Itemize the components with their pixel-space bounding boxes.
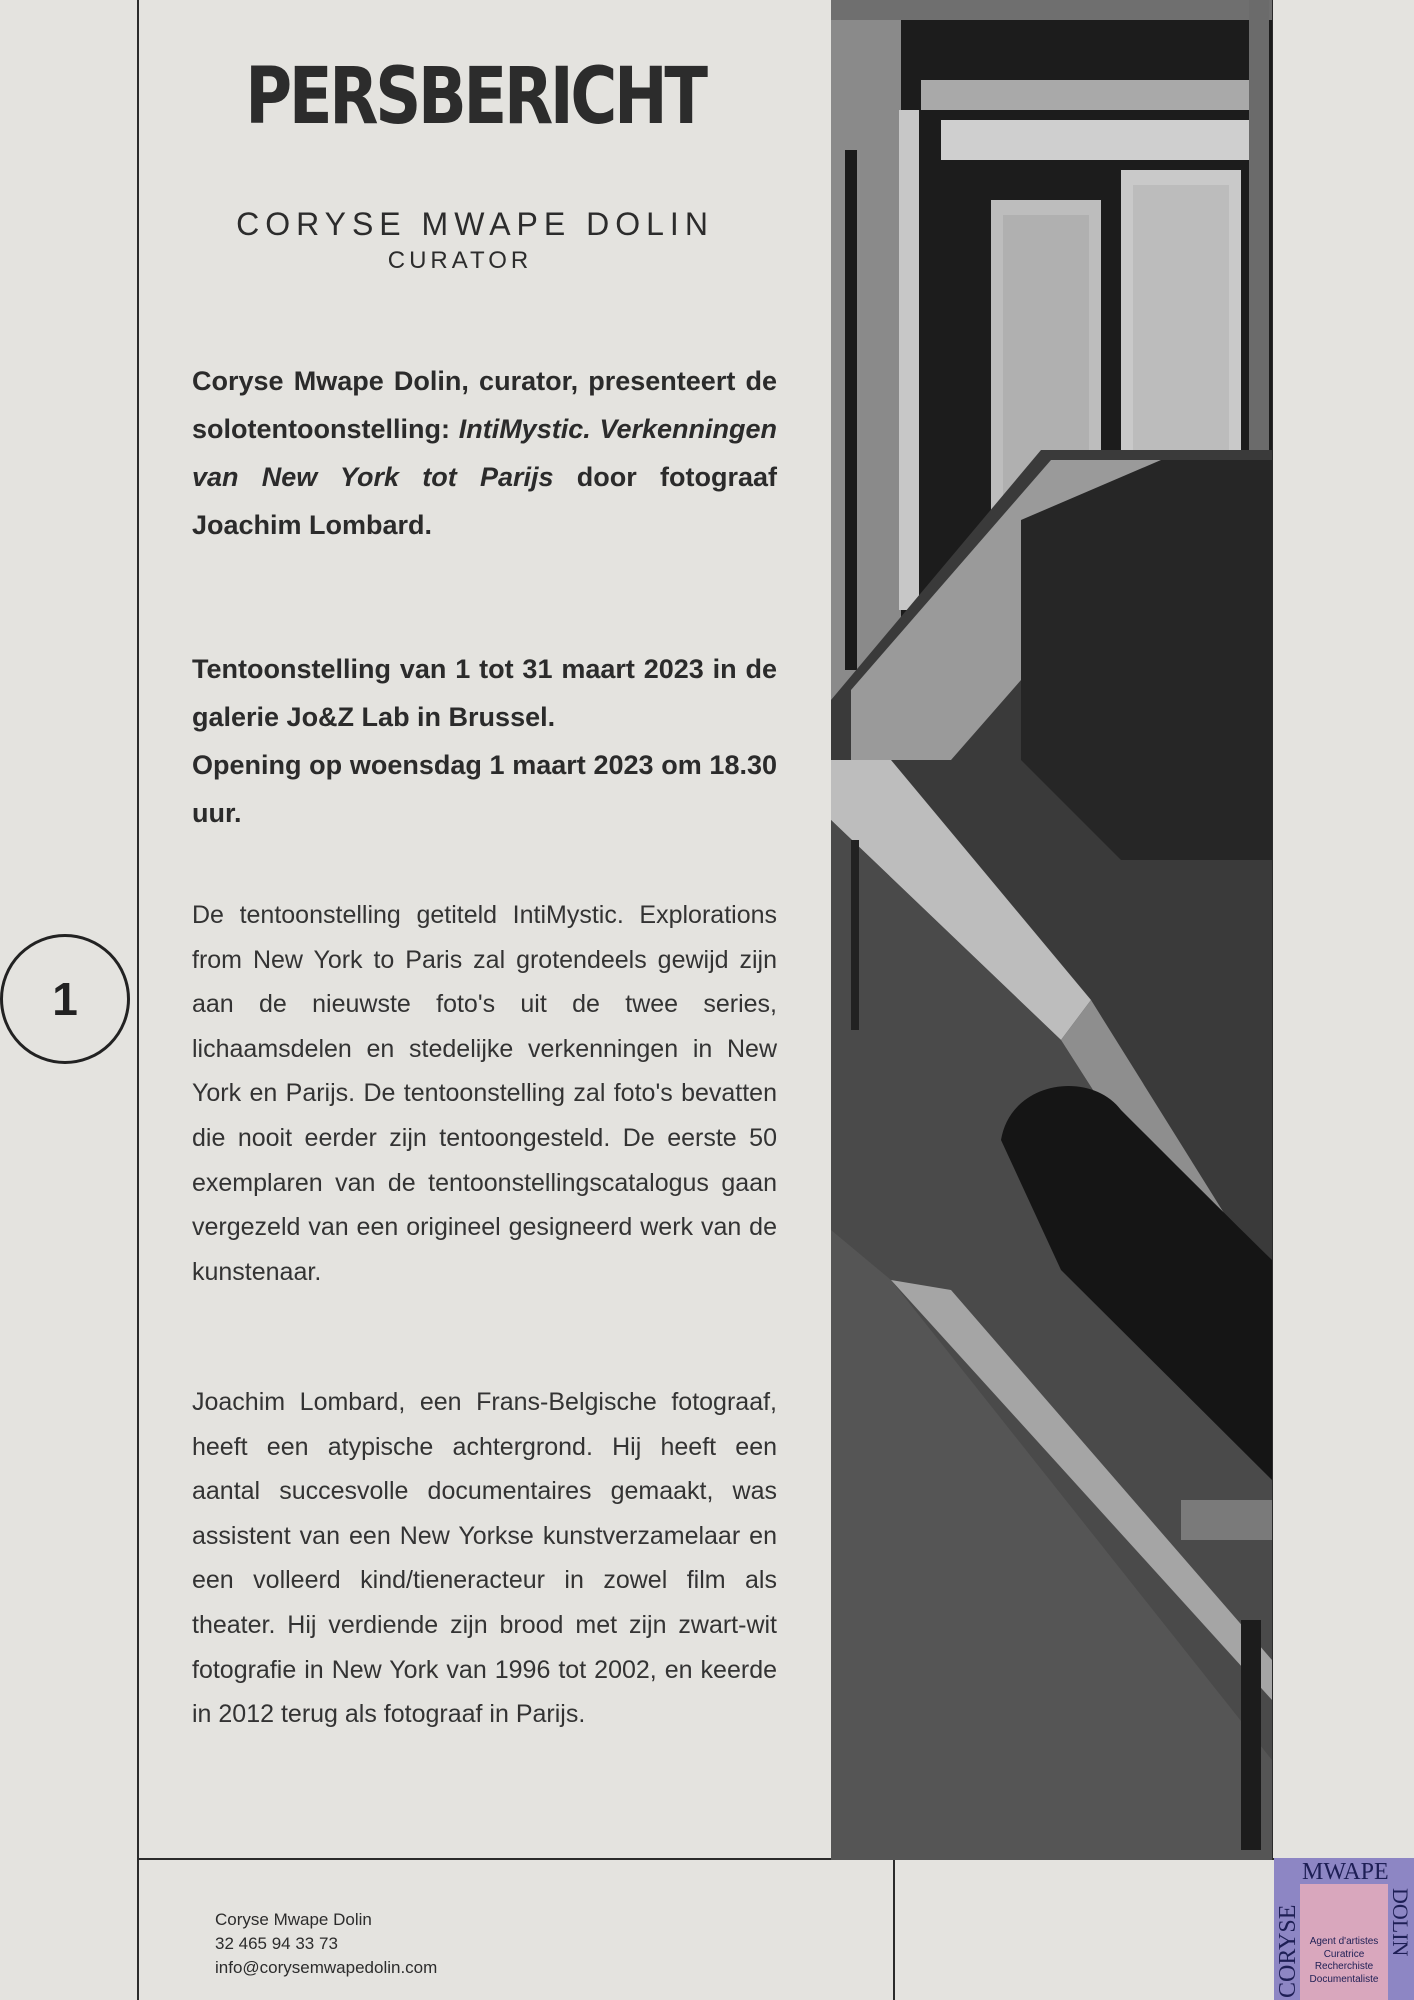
footer-name: Coryse Mwape Dolin: [215, 1910, 372, 1929]
footer-contact: [215, 1908, 437, 1980]
staircase-photo: [831, 0, 1272, 1860]
logo-text-left: CORYSE: [1275, 1904, 1301, 1998]
logo-tagline-line: Agent d'artistes: [1309, 1936, 1379, 1947]
body-paragraph-2: Joachim Lombard, een Frans-Belgische fotograaf, heeft een atypische achtergrond. Hij heeft een aantal succesvolle documentaires gemaakt, was assistent van een New Yorkse kunstverzamelaar en een volleerd kind/tieneracteur in zowel film als theater. Hij verdiende zijn brood met zijn zwart-wit fotografie in New York van 1996 tot 2002, en keerde in 2012 terug als fotograaf in Parijs.: [192, 1388, 777, 1729]
event-details: [192, 645, 777, 837]
footer-email: info@corysemwapedolin.com: [215, 1958, 438, 1977]
intro-paragraph: [192, 357, 777, 549]
event-opening: Opening op woensdag 1 maart 2023 om 18.30 uur.: [192, 750, 777, 828]
intro-text-1: Coryse Mwape Dolin, curator, presenteert de solotentoonstelling:: [192, 366, 777, 444]
left-vertical-rule: [137, 0, 139, 2000]
page-number-badge: 1: [0, 934, 130, 1064]
body-paragraph-1: De tentoonstelling getiteld IntiMystic. Explorations from New York to Paris zal grotendeels gewijd zijn aan de nieuwste foto's uit de twee series, lichaamsdelen en stedelijke verkenningen in New York en Parijs. De tentoonstelling zal foto's bevatten die nooit eerder zijn tentoongesteld. De eerste 50 exemplaren van de tentoonstellingscatalogus gaan vergezeld van een origineel gesigneerd werk van de kunstenaar.: [192, 901, 777, 1286]
logo-tagline-line: Documentaliste: [1309, 1973, 1379, 1985]
logo-tagline: [1300, 1936, 1388, 1986]
logo-tagline-line: Curatrice: [1323, 1948, 1365, 1960]
exhibition-title: IntiMystic. Verkenningen van New York tot Parijs: [192, 414, 777, 492]
page-title: PERSBERICHT: [245, 52, 705, 142]
logo-text-top: MWAPE: [1302, 1859, 1389, 1885]
brand-logo: [1274, 1858, 1414, 2000]
logo-text-right: DOLIN: [1388, 1888, 1413, 1957]
intro-text-2: door fotograaf Joachim Lombard.: [192, 462, 777, 540]
footer-phone: 32 465 94 33 73: [215, 1934, 338, 1953]
logo-tagline-line: Recherchiste: [1314, 1961, 1374, 1972]
curator-role: CURATOR: [387, 247, 533, 274]
curator-name: CORYSE MWAPE DOLIN: [236, 206, 714, 242]
event-dates-venue: Tentoonstelling van 1 tot 31 maart 2023 in de galerie Jo&Z Lab in Brussel.: [192, 654, 777, 732]
